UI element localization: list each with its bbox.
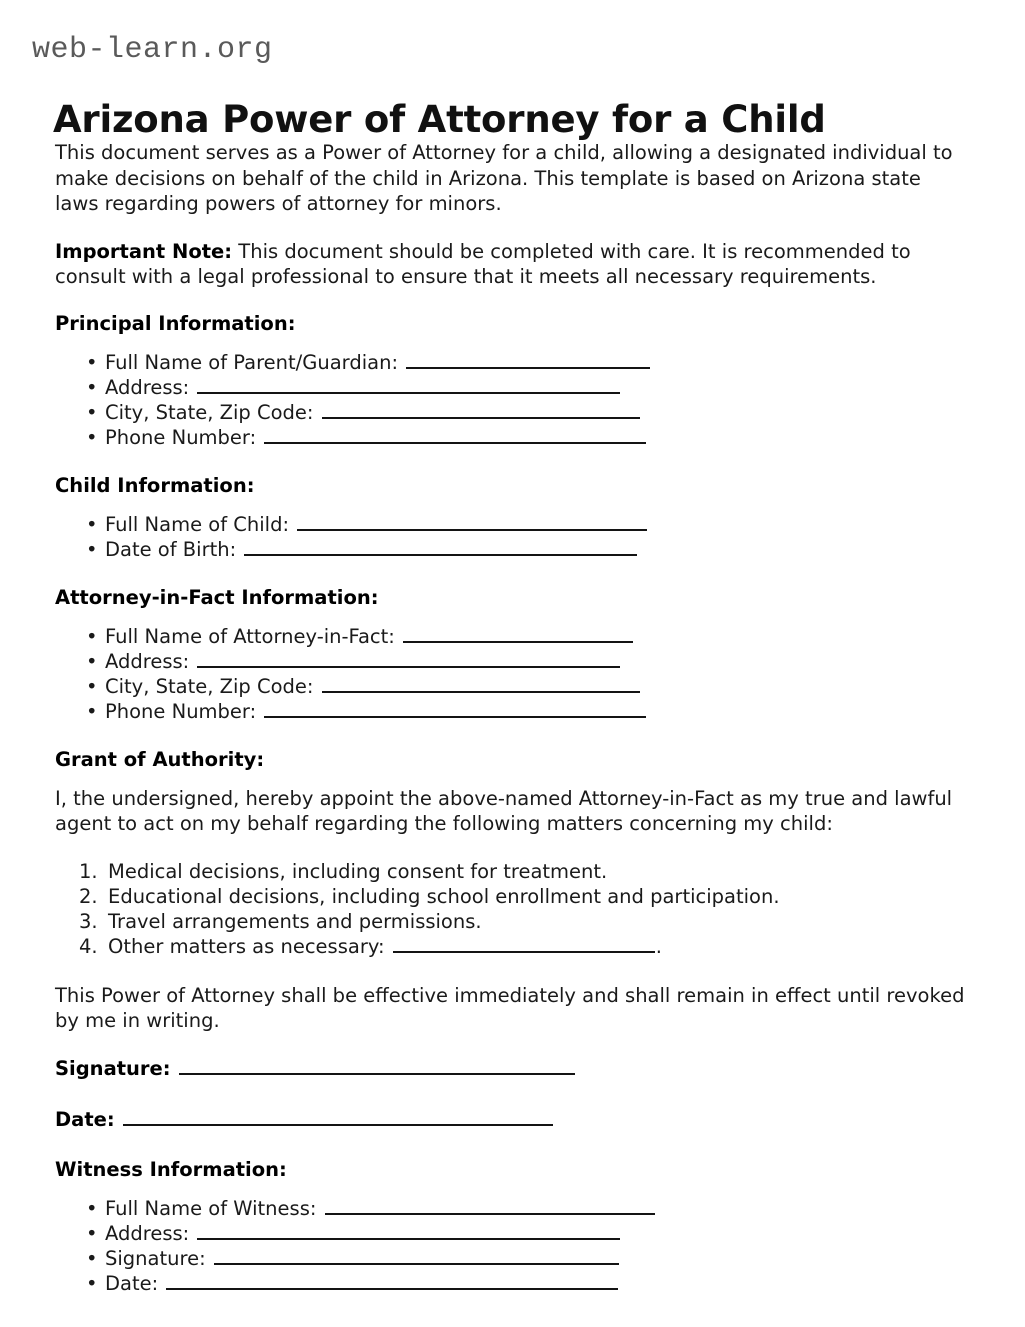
bullet-icon: •	[86, 1246, 98, 1270]
form-field-row	[0, 699, 1025, 724]
form-field-label: Address:	[105, 375, 196, 399]
important-note-paragraph	[0, 239, 1025, 290]
important-note-label: Important Note:	[55, 239, 233, 263]
grant-item-text: Other matters as necessary:	[108, 934, 391, 958]
bullet-icon: •	[86, 350, 98, 374]
signature-label: Date:	[55, 1107, 122, 1131]
bullet-icon: •	[86, 649, 98, 673]
form-field-row	[0, 1196, 1025, 1221]
site-brand-wordmark: web-learn.org	[32, 33, 273, 67]
form-field-label: Date:	[105, 1271, 165, 1295]
bullet-icon: •	[86, 375, 98, 399]
form-field-label: City, State, Zip Code:	[105, 674, 320, 698]
signature-blank[interactable]	[179, 1058, 575, 1075]
form-field-label: Phone Number:	[105, 425, 263, 449]
form-field-blank[interactable]	[197, 377, 620, 394]
witness-information-field-list	[0, 1196, 1025, 1296]
form-field-label: Phone Number:	[105, 699, 263, 723]
form-field-label: Date of Birth:	[105, 537, 243, 561]
section-heading-witness-information: Witness Information:	[55, 1157, 287, 1181]
form-field-row	[0, 649, 1025, 674]
bullet-icon: •	[86, 537, 98, 561]
form-field-blank[interactable]	[322, 402, 640, 419]
form-field-row	[0, 512, 1025, 537]
signature-label: Signature:	[55, 1056, 178, 1080]
effective-clause-paragraph: This Power of Attorney shall be effective immediately and shall remain in effect until revoked by me in writing.	[55, 983, 965, 1032]
form-field-row	[0, 1221, 1025, 1246]
grant-item-number: 2.	[79, 884, 98, 908]
child-information-field-list	[0, 512, 1025, 562]
grant-item-number: 4.	[79, 934, 98, 958]
form-field-blank[interactable]	[264, 701, 646, 718]
form-field-label: Address:	[105, 1221, 196, 1245]
form-field-blank[interactable]	[214, 1248, 619, 1265]
grant-item-text: Medical decisions, including consent for treatment.	[108, 859, 608, 883]
grant-item-suffix: .	[655, 934, 662, 958]
form-field-row	[0, 1271, 1025, 1296]
form-field-label: Full Name of Parent/Guardian:	[105, 350, 405, 374]
form-field-row	[0, 537, 1025, 562]
document-body	[0, 140, 1025, 1320]
intro-paragraph: This document serves as a Power of Attorney for a child, allowing a designated individual to make decisions on behalf of the child in Arizona. This template is based on Arizona state laws regarding powers of attorney for minors.	[55, 141, 953, 215]
form-field-row	[0, 624, 1025, 649]
form-field-blank[interactable]	[406, 352, 650, 369]
form-field-label: City, State, Zip Code:	[105, 400, 320, 424]
form-field-label: Full Name of Attorney-in-Fact:	[105, 624, 402, 648]
bullet-icon: •	[86, 425, 98, 449]
form-field-blank[interactable]	[166, 1273, 618, 1290]
form-field-label: Full Name of Witness:	[105, 1196, 323, 1220]
bullet-icon: •	[86, 400, 98, 424]
form-field-row	[0, 375, 1025, 400]
form-field-blank[interactable]	[244, 539, 637, 556]
form-field-blank[interactable]	[197, 1223, 620, 1240]
important-note-text: This document should be completed with care. It is recommended to consult with a legal professional to ensure that it meets all necessary requirements.	[55, 239, 911, 288]
grant-item	[0, 884, 1025, 909]
principal-information-field-list	[0, 350, 1025, 450]
bullet-icon: •	[86, 512, 98, 536]
form-field-row	[0, 350, 1025, 375]
bullet-icon: •	[86, 674, 98, 698]
grant-of-authority-item-list	[0, 859, 1025, 959]
form-field-row	[0, 425, 1025, 450]
section-heading-grant-of-authority: Grant of Authority:	[55, 747, 265, 771]
form-field-blank[interactable]	[403, 626, 633, 643]
form-field-blank[interactable]	[197, 651, 620, 668]
form-field-blank[interactable]	[264, 427, 646, 444]
grant-item-text: Travel arrangements and permissions.	[108, 909, 482, 933]
signature-block	[0, 1056, 1025, 1132]
grant-item	[0, 934, 1025, 959]
signature-row	[0, 1056, 1025, 1081]
grant-item	[0, 909, 1025, 934]
form-field-row	[0, 400, 1025, 425]
form-field-row	[0, 1246, 1025, 1271]
bullet-icon: •	[86, 624, 98, 648]
section-heading-principal-information: Principal Information:	[55, 311, 296, 335]
attorney-in-fact-field-list	[0, 624, 1025, 724]
form-field-label: Signature:	[105, 1246, 212, 1270]
bullet-icon: •	[86, 699, 98, 723]
bullet-icon: •	[86, 1271, 98, 1295]
form-field-label: Address:	[105, 649, 196, 673]
form-field-row	[0, 674, 1025, 699]
bullet-icon: •	[86, 1196, 98, 1220]
grant-item-blank[interactable]	[393, 936, 655, 953]
grant-item-number: 3.	[79, 909, 98, 933]
section-heading-attorney-in-fact-information: Attorney-in-Fact Information:	[55, 585, 379, 609]
grant-item-number: 1.	[79, 859, 98, 883]
signature-blank[interactable]	[123, 1109, 553, 1126]
signature-row	[0, 1107, 1025, 1132]
section-heading-child-information: Child Information:	[55, 473, 255, 497]
grant-item-text: Educational decisions, including school enrollment and participation.	[108, 884, 780, 908]
grant-item	[0, 859, 1025, 884]
form-field-blank[interactable]	[325, 1198, 655, 1215]
form-field-blank[interactable]	[322, 676, 640, 693]
form-field-label: Full Name of Child:	[105, 512, 296, 536]
page-title: Arizona Power of Attorney for a Child	[53, 97, 826, 141]
form-field-blank[interactable]	[297, 514, 647, 531]
bullet-icon: •	[86, 1221, 98, 1245]
grant-of-authority-intro: I, the undersigned, hereby appoint the above-named Attorney-in-Fact as my true and lawful agent to act on my behalf regarding the following matters concerning my child:	[55, 786, 953, 835]
